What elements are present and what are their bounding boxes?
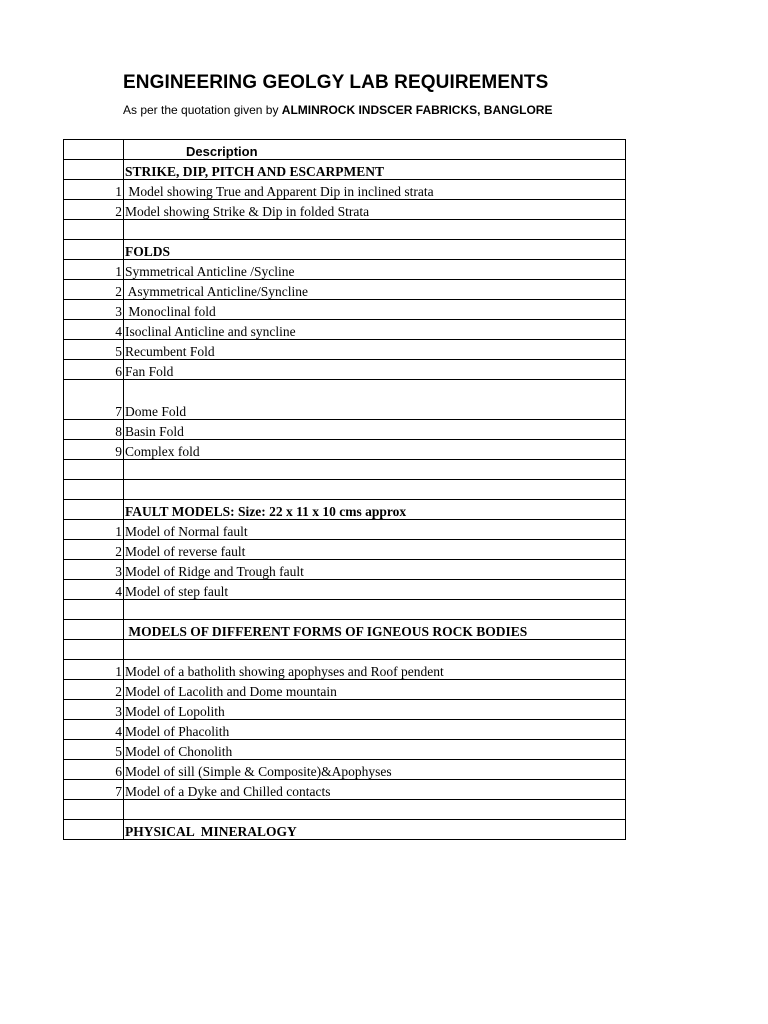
row-number-cell: 8 (64, 420, 124, 440)
table-row (64, 480, 626, 500)
row-description-cell: Recumbent Fold (124, 340, 626, 360)
row-number-cell: 4 (64, 580, 124, 600)
row-description-cell (124, 600, 626, 620)
row-description-cell: Model of step fault (124, 580, 626, 600)
row-number-cell (64, 820, 124, 840)
section-header-row (64, 620, 626, 640)
document-title: ENGINEERING GEOLGY LAB REQUIREMENTS (123, 72, 549, 93)
row-number-cell: 3 (64, 700, 124, 720)
row-number-cell (64, 240, 124, 260)
row-description-cell: Model of Normal fault (124, 520, 626, 540)
row-number-cell (64, 220, 124, 240)
row-description-cell: Dome Fold (124, 380, 626, 420)
row-description-cell: Basin Fold (124, 420, 626, 440)
requirements-table (63, 139, 626, 840)
table-row (64, 180, 626, 200)
table-row (64, 720, 626, 740)
table-row (64, 520, 626, 540)
row-description-cell: Model of Ridge and Trough fault (124, 560, 626, 580)
row-description-cell: Model of reverse fault (124, 540, 626, 560)
row-number-cell: 2 (64, 680, 124, 700)
section-header-row (64, 160, 626, 180)
row-number-cell: 4 (64, 320, 124, 340)
table-row (64, 640, 626, 660)
table-row (64, 220, 626, 240)
row-number-cell: 2 (64, 200, 124, 220)
table-row (64, 200, 626, 220)
row-description-cell: Model of Lopolith (124, 700, 626, 720)
header-description-cell: Description (124, 140, 626, 160)
section-title-cell: MODELS OF DIFFERENT FORMS OF IGNEOUS ROCK BODIES (124, 620, 626, 640)
row-number-cell: 3 (64, 560, 124, 580)
row-number-cell: 6 (64, 360, 124, 380)
row-description-cell: Fan Fold (124, 360, 626, 380)
row-description-cell (124, 640, 626, 660)
table-row (64, 260, 626, 280)
row-number-cell: 2 (64, 280, 124, 300)
section-header-row (64, 240, 626, 260)
row-number-cell: 4 (64, 720, 124, 740)
row-description-cell (124, 460, 626, 480)
row-number-cell: 5 (64, 740, 124, 760)
row-number-cell: 1 (64, 260, 124, 280)
section-header-row (64, 500, 626, 520)
row-number-cell: 7 (64, 780, 124, 800)
table-row (64, 280, 626, 300)
table-row (64, 320, 626, 340)
table-row (64, 600, 626, 620)
section-title-cell: STRIKE, DIP, PITCH AND ESCARPMENT (124, 160, 626, 180)
table-row (64, 380, 626, 420)
row-description-cell: Model of Chonolith (124, 740, 626, 760)
table-row (64, 540, 626, 560)
row-number-cell (64, 460, 124, 480)
row-description-cell: Monoclinal fold (124, 300, 626, 320)
header-number-cell (64, 140, 124, 160)
row-number-cell: 7 (64, 380, 124, 420)
row-number-cell: 1 (64, 520, 124, 540)
section-title-cell: FAULT MODELS: Size: 22 x 11 x 10 cms approx (124, 500, 626, 520)
table-row (64, 740, 626, 760)
row-number-cell (64, 620, 124, 640)
row-description-cell (124, 800, 626, 820)
row-number-cell (64, 600, 124, 620)
row-description-cell (124, 480, 626, 500)
row-description-cell: Model of a batholith showing apophyses and Roof pendent (124, 660, 626, 680)
table-row (64, 680, 626, 700)
table-row (64, 760, 626, 780)
subtitle-company: ALMINROCK INDSCER FABRICKS, BANGLORE (281, 103, 553, 117)
row-number-cell: 2 (64, 540, 124, 560)
row-number-cell: 9 (64, 440, 124, 460)
row-description-cell: Model showing Strike & Dip in folded Strata (124, 200, 626, 220)
table-row (64, 580, 626, 600)
table-row (64, 460, 626, 480)
row-number-cell: 5 (64, 340, 124, 360)
table-row (64, 700, 626, 720)
row-description-cell: Model of Lacolith and Dome mountain (124, 680, 626, 700)
section-title-cell: PHYSICAL MINERALOGY (124, 820, 626, 840)
table-row (64, 420, 626, 440)
row-number-cell (64, 500, 124, 520)
table-row (64, 440, 626, 460)
table-row (64, 360, 626, 380)
row-number-cell: 3 (64, 300, 124, 320)
table-header-row (64, 140, 626, 160)
row-description-cell (124, 220, 626, 240)
row-description-cell: Complex fold (124, 440, 626, 460)
row-number-cell (64, 800, 124, 820)
row-description-cell: Isoclinal Anticline and syncline (124, 320, 626, 340)
table-row (64, 780, 626, 800)
row-description-cell: Model of Phacolith (124, 720, 626, 740)
subtitle-prefix: As per the quotation given by (123, 103, 282, 117)
row-number-cell (64, 160, 124, 180)
table-row (64, 300, 626, 320)
row-number-cell: 1 (64, 180, 124, 200)
section-header-row (64, 820, 626, 840)
row-description-cell: Model showing True and Apparent Dip in inclined strata (124, 180, 626, 200)
document-subtitle (123, 103, 552, 117)
row-description-cell: Symmetrical Anticline /Sycline (124, 260, 626, 280)
row-number-cell (64, 640, 124, 660)
row-description-cell: Model of a Dyke and Chilled contacts (124, 780, 626, 800)
table-row (64, 340, 626, 360)
table-row (64, 560, 626, 580)
table-row (64, 660, 626, 680)
table-row (64, 800, 626, 820)
row-number-cell: 6 (64, 760, 124, 780)
row-description-cell: Model of sill (Simple & Composite)&Apophyses (124, 760, 626, 780)
row-description-cell: Asymmetrical Anticline/Syncline (124, 280, 626, 300)
row-number-cell: 1 (64, 660, 124, 680)
row-number-cell (64, 480, 124, 500)
section-title-cell: FOLDS (124, 240, 626, 260)
